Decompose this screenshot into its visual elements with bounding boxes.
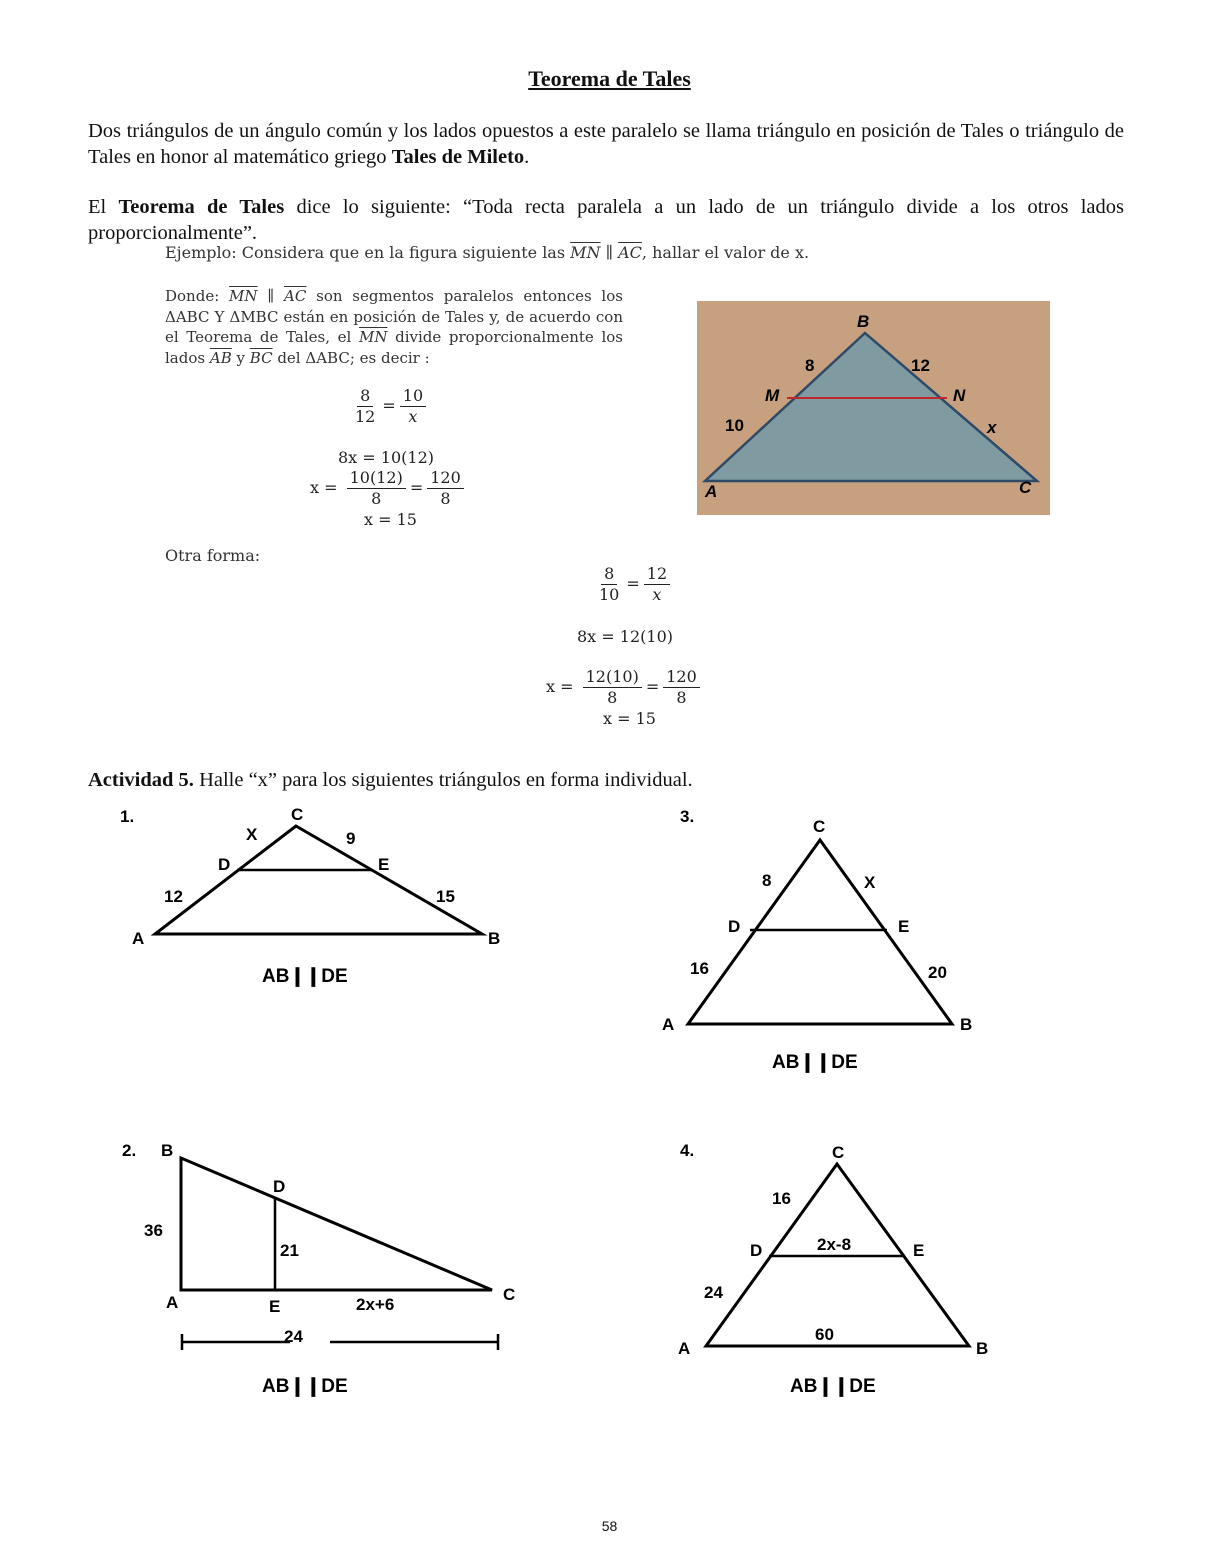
figure-2-label-de: 21 (280, 1241, 299, 1260)
alt-proportion: $\frac{8}{10}$ = $\frac{12}{x}$ (592, 564, 674, 605)
figure-2-label-a: A (166, 1293, 179, 1312)
figure-3-label-da: 16 (690, 959, 709, 978)
figure-3-label-cd: 8 (762, 871, 772, 890)
example-triangle-figure (697, 301, 1050, 515)
figure-2-label-e: E (269, 1297, 281, 1316)
example-explanation: Donde: $\overline{MN}$ ∥ $\overline{AC}$ son segmentos paralelos entonces los ΔABC Y ΔMBC están en posición de Tales y, de acuerdo con el Teorema de Tales, el $\overline{MN}$ divide proporcionalmente los lados $\overline{AB}$ y $\overline{BC}$ del ΔABC; es decir : (165, 287, 623, 367)
figure-2 (110, 1132, 530, 1402)
figure-4 (670, 1132, 1000, 1402)
otra-forma-label: Otra forma: (165, 546, 261, 565)
equation-solve: x = $\frac{10(12)}{8}$ = $\frac{120}{8}$ (310, 468, 468, 509)
label-am: 10 (725, 416, 744, 435)
equation-proportion: $\frac{8}{12}$ = $\frac{10}{x}$ (348, 386, 430, 427)
figure-1-label-ce: 9 (346, 829, 356, 848)
figure-3-label-a: A (662, 1015, 675, 1034)
figure-2-label-b: B (161, 1141, 174, 1160)
figure-4-label-b: B (976, 1339, 989, 1358)
figure-1-label-d: D (218, 855, 231, 874)
figure-2-label-c: C (503, 1285, 516, 1304)
theorem-paragraph: El Teorema de Tales dice lo siguiente: “Toda recta paralela a un lado de un triángulo divide a los otros lados proporcionalmente”. (88, 196, 1124, 244)
figure-3-caption: AB❙❙DE (772, 1052, 858, 1073)
figure-1-label-a: A (132, 929, 145, 948)
figure-1-label-b: B (488, 929, 501, 948)
page-title: Teorema de Tales (528, 66, 691, 91)
figure-3-label-c: C (813, 817, 826, 836)
example-lead: Ejemplo: Considera que en la figura siguiente las $\overline{MN}$ ∥ $\overline{AC}$, hallar el valor de x. (165, 243, 810, 262)
figure-1-label-eb: 15 (436, 887, 455, 906)
alt-step: 8x = 12(10) (577, 627, 673, 646)
figure-2-label-d: D (273, 1177, 286, 1196)
figure-1-label-c: C (291, 805, 304, 824)
label-nc: x (987, 418, 997, 437)
figure-4-label-ab: 60 (815, 1325, 834, 1344)
figure-3-label-b: B (960, 1015, 973, 1034)
label-a: A (705, 482, 718, 501)
label-mb: 8 (805, 356, 815, 375)
activity-heading: Actividad 5. Halle “x” para los siguientes triángulos en forma individual. (88, 769, 693, 791)
figure-1-label-cd: X (246, 825, 258, 844)
equation-step: 8x = 10(12) (338, 448, 434, 467)
label-bn: 12 (911, 356, 930, 375)
label-b: B (857, 312, 870, 331)
figure-1-number: 1. (120, 807, 135, 826)
figure-3-label-ce: X (864, 873, 876, 892)
figure-4-caption: AB❙❙DE (790, 1376, 876, 1397)
figure-4-label-e: E (913, 1241, 925, 1260)
figure-3-number: 3. (680, 807, 695, 826)
label-n: N (953, 386, 966, 405)
figure-1-label-da: 12 (164, 887, 183, 906)
figure-1-triangle (155, 826, 482, 934)
figure-4-number: 4. (680, 1141, 695, 1160)
figure-3 (662, 800, 1000, 1080)
figure-4-label-de: 2x-8 (817, 1235, 852, 1254)
alt-result: x = 15 (603, 709, 656, 728)
figure-3-label-eb: 20 (928, 963, 947, 982)
label-m: M (765, 386, 780, 405)
figure-2-label-ab: 36 (144, 1221, 163, 1240)
figure-2-label-ac: 24 (284, 1327, 303, 1346)
alt-solve: x = $\frac{12(10)}{8}$ = $\frac{120}{8}$ (546, 667, 704, 708)
label-c: C (1019, 478, 1032, 497)
figure-2-number: 2. (122, 1141, 137, 1160)
figure-2-caption: AB❙❙DE (262, 1376, 348, 1397)
figure-3-label-e: E (898, 917, 910, 936)
figure-3-label-d: D (728, 917, 741, 936)
page-number: 58 (601, 1518, 618, 1534)
figure-2-label-ec: 2x+6 (356, 1295, 395, 1314)
figure-1-label-e: E (378, 855, 390, 874)
figure-4-label-da: 24 (704, 1283, 723, 1302)
equation-result: x = 15 (364, 510, 417, 529)
figure-1 (110, 800, 530, 990)
figure-4-label-cd: 16 (772, 1189, 791, 1208)
figure-4-label-a: A (678, 1339, 691, 1358)
figure-2-triangle (181, 1158, 492, 1290)
intro-paragraph: Dos triángulos de un ángulo común y los lados opuestos a este paralelo se llama triángulo en posición de Tales o triángulo de Tales en honor al matemático griego Tales de Mileto. (88, 120, 1124, 168)
figure-4-label-c: C (832, 1143, 845, 1162)
figure-4-label-d: D (750, 1241, 763, 1260)
figure-1-caption: AB❙❙DE (262, 966, 348, 987)
